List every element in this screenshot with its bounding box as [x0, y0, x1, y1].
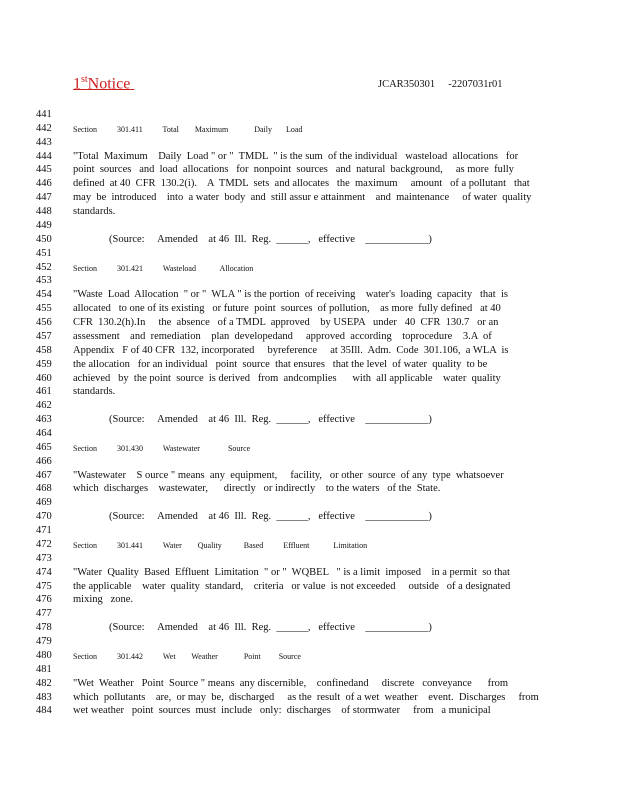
line-number: 474 [36, 566, 52, 578]
line-number: 476 [36, 594, 52, 606]
line-number: 449 [36, 219, 52, 231]
line-number: 475 [36, 580, 52, 592]
source-note: (Source: Amended at 46 Ill. Reg. ______, effective ____________) [109, 622, 432, 634]
line-number: 455 [36, 303, 52, 315]
line-number: 448 [36, 206, 52, 218]
line-number: 484 [36, 705, 52, 717]
line-number: 446 [36, 178, 52, 190]
body-text-line: achieved by the point source is derived from andcomplies with all applicable water quality [73, 372, 501, 384]
section-heading: Section 301.430 Wastewater Source [73, 443, 251, 453]
body-text-line: the applicable water quality standard, criteria or value is not exceeded outside of a designated [73, 580, 511, 592]
body-text-line: which discharges wastewater, directly or indirectly to the waters of the State. [73, 483, 441, 495]
line-number: 442 [36, 122, 52, 134]
body-text-line: "Water Quality Based Effluent Limitation " or " WQBEL " is a limit imposed in a permit so that [73, 566, 510, 578]
line-number: 481 [36, 663, 52, 675]
body-text-line: allocated to one of its existing or future point sources of pollution, as more fully defined at 40 [73, 303, 501, 315]
body-text-line: standards. [73, 386, 116, 398]
line-number: 477 [36, 608, 52, 620]
line-number: 456 [36, 317, 52, 329]
section-heading: Section 301.411 Total Maximum Daily Load [73, 124, 303, 134]
line-number: 472 [36, 538, 52, 550]
line-number: 479 [36, 636, 52, 648]
source-note: (Source: Amended at 46 Ill. Reg. ______, effective ____________) [109, 414, 432, 426]
body-text-line: CFR 130.2(h).In the absence of a TMDL approved by USEPA under 40 CFR 130.7 or an [73, 317, 499, 329]
source-note: (Source: Amended at 46 Ill. Reg. ______, effective ____________) [109, 511, 432, 523]
line-number: 457 [36, 330, 52, 342]
line-number: 453 [36, 275, 52, 287]
line-number: 467 [36, 469, 52, 481]
body-text-line: may be introduced into a water body and still assur e attainment and maintenance of water quality [73, 192, 532, 204]
body-text-line: "Wet Weather Point Source " means any discernible, confinedand discrete conveyance from [73, 677, 509, 689]
line-number: 482 [36, 677, 52, 689]
line-number: 443 [36, 136, 52, 148]
line-number: 465 [36, 441, 52, 453]
line-number: 444 [36, 150, 52, 162]
line-number: 473 [36, 552, 52, 564]
source-note: (Source: Amended at 46 Ill. Reg. ______, effective ____________) [109, 233, 432, 245]
line-number: 458 [36, 344, 52, 356]
line-number: 450 [36, 233, 52, 245]
body-text-line: "Total Maximum Daily Load " or " TMDL " is the sum of the individual wasteload allocations for [73, 150, 519, 162]
body-text-line: which pollutants are, or may be, discharged as the result of a wet weather event. Discharges from [73, 691, 539, 703]
line-number: 445 [36, 164, 52, 176]
line-number: 483 [36, 691, 52, 703]
line-number: 459 [36, 358, 52, 370]
notice-heading: 1stNotice [73, 74, 131, 93]
body-text-line: mixing zone. [73, 594, 134, 606]
section-heading: Section 301.441 Water Quality Based Effluent Limitation [73, 540, 368, 550]
section-heading: Section 301.442 Wet Weather Point Source [73, 651, 301, 661]
line-number: 462 [36, 400, 52, 412]
body-text-line: Appendix F of 40 CFR 132, incorporated byreference at 35Ill. Adm. Code 301.106, a WLA is [73, 344, 509, 356]
line-number: 451 [36, 247, 52, 259]
body-text-line: wet weather point sources must include only: discharges of stormwater from a municipal [73, 705, 491, 717]
line-number: 480 [36, 649, 52, 661]
section-heading: Section 301.421 Wasteload Allocation [73, 263, 254, 273]
body-text-line: "Waste Load Allocation " or " WLA " is the portion of receiving water's loading capacity that is [73, 289, 508, 301]
line-number: 463 [36, 414, 52, 426]
line-number: 461 [36, 386, 52, 398]
line-number: 466 [36, 455, 52, 467]
body-text-line: point sources and load allocations for nonpoint sources and natural background, as more fully [73, 164, 514, 176]
line-number: 464 [36, 428, 52, 439]
document-code: JCAR350301 -2207031r01 [378, 79, 503, 90]
body-text-line: the allocation for an individual point source that ensures that the level of water quality to be [73, 358, 488, 370]
line-number: 454 [36, 289, 52, 301]
line-number: 478 [36, 622, 52, 634]
body-text-line: assessment and remediation plan developedand approved according toprocedure 3.A of [73, 330, 492, 342]
line-number: 470 [36, 511, 52, 523]
line-number: 447 [36, 192, 52, 204]
line-number: 441 [36, 109, 52, 120]
line-number: 469 [36, 497, 52, 509]
line-number: 452 [36, 261, 52, 273]
body-text-line: "Wastewater S ource " means any equipment, facility, or other source of any type whatsoever [73, 469, 504, 481]
body-text-line: standards. [73, 206, 116, 218]
line-number: 468 [36, 483, 52, 495]
line-number: 460 [36, 372, 52, 384]
body-text-line: defined at 40 CFR 130.2(i). A TMDL sets and allocates the maximum amount of a pollutant that [73, 178, 530, 190]
line-number: 471 [36, 525, 52, 537]
